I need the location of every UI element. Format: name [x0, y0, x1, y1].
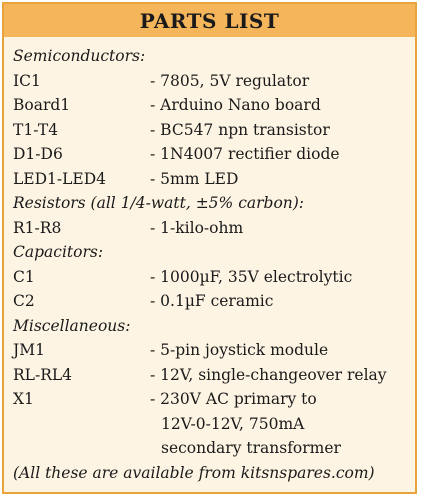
- part-row: [13, 265, 413, 290]
- part-desc: - 7805, 5V regulator: [150, 71, 310, 90]
- part-desc-continuation: [13, 412, 413, 437]
- part-row: [13, 142, 413, 167]
- part-desc: - BC547 npn transistor: [150, 120, 330, 139]
- part-desc: - Arduino Nano board: [150, 96, 321, 114]
- part-row: [13, 69, 413, 94]
- part-desc-continuation-text: 12V-0-12V, 750mA: [161, 414, 305, 433]
- part-desc: - 12V, single-changeover relay: [150, 365, 387, 384]
- parts-list-panel: [2, 2, 417, 494]
- part-row: [13, 289, 413, 314]
- part-desc: - 1N4007 rectifier diode: [150, 145, 340, 163]
- part-ref: R1-R8: [13, 218, 62, 237]
- part-ref: X1: [13, 390, 34, 408]
- part-ref: RL-RL4: [13, 365, 73, 384]
- section-title-capacitors: Capacitors:: [13, 243, 104, 261]
- part-desc: - 1000µF, 35V electrolytic: [150, 267, 353, 286]
- part-row: [13, 167, 413, 192]
- part-row: [13, 363, 413, 388]
- part-desc: - 1-kilo-ohm: [150, 218, 244, 237]
- parts-list-content: [13, 44, 413, 485]
- availability-note: (All these are available from kitsnspares.com): [13, 463, 375, 482]
- part-desc: - 230V AC primary to: [150, 390, 317, 408]
- part-ref: C2: [13, 292, 35, 310]
- parts-list-title: PARTS LIST: [139, 8, 280, 33]
- part-ref: IC1: [13, 71, 41, 90]
- part-ref: Board1: [13, 96, 71, 114]
- part-ref: D1-D6: [13, 145, 63, 163]
- section-title-semiconductors: Semiconductors:: [13, 47, 146, 65]
- part-desc: - 0.1µF ceramic: [150, 292, 274, 310]
- part-desc: - 5-pin joystick module: [150, 341, 329, 359]
- part-row: [13, 118, 413, 143]
- part-row: [13, 216, 413, 241]
- part-row: [13, 93, 413, 118]
- part-row: [13, 338, 413, 363]
- part-ref: LED1-LED4: [13, 169, 107, 188]
- part-ref: JM1: [13, 341, 45, 359]
- section-title-miscellaneous: Miscellaneous:: [13, 316, 131, 335]
- section-title-resistors: Resistors (all 1/4-watt, ±5% carbon):: [13, 194, 305, 212]
- part-desc-continuation-text: secondary transformer: [161, 439, 341, 457]
- part-ref: T1-T4: [13, 120, 59, 139]
- part-desc: - 5mm LED: [150, 169, 239, 188]
- parts-list-header: [4, 4, 415, 37]
- part-desc-continuation: [13, 436, 413, 461]
- part-ref: C1: [13, 267, 35, 286]
- part-row: [13, 387, 413, 412]
